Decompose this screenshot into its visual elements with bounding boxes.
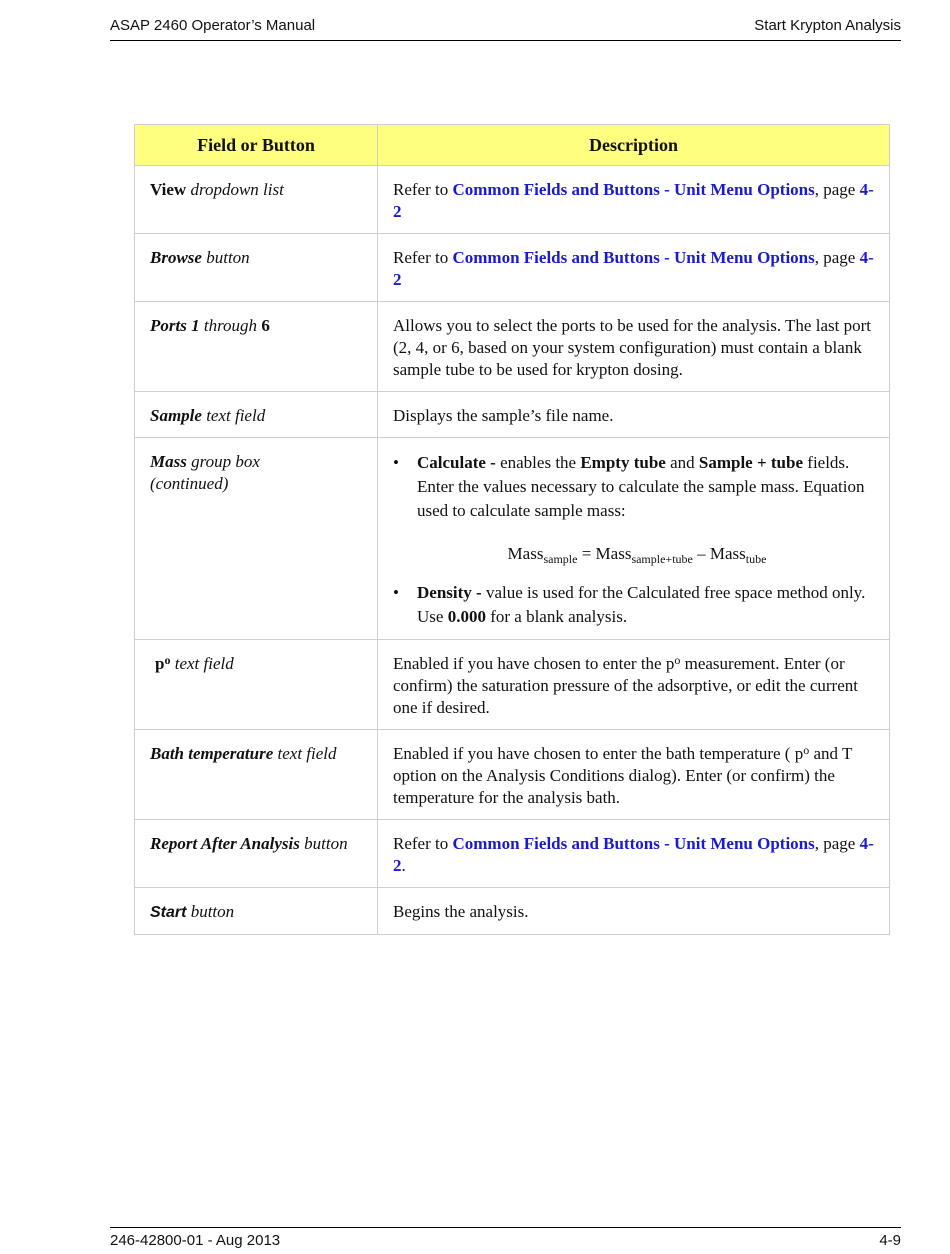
- field-type: button: [206, 248, 250, 267]
- description-cell: [378, 302, 890, 392]
- table-row: [135, 392, 890, 438]
- table-row: [135, 820, 890, 888]
- density-bullet: [393, 581, 881, 629]
- description-text: measurement. Enter (or confirm) the saturation pressure of the adsorptive, or edit the current one if desired.: [393, 654, 858, 717]
- description-text: .: [401, 856, 406, 875]
- header-manual-title: ASAP 2460 Operator’s Manual: [110, 17, 316, 34]
- description-text: Enabled if you have chosen to enter the bath temperature ( p: [393, 744, 804, 763]
- field-name: Bath temperature: [150, 744, 274, 763]
- bullet-term: Density -: [417, 583, 482, 602]
- equation-subscript: tube: [745, 552, 767, 566]
- field-name: View: [150, 180, 187, 199]
- cross-reference-link[interactable]: Common Fields and Buttons - Unit Menu Options: [452, 180, 815, 199]
- column-header-field: Field or Button: [135, 125, 378, 166]
- bullet-text: fields. Enter the values necessary to calculate the sample mass. Equation used to calculate sample mass:: [417, 453, 865, 520]
- equation-term: Mass: [507, 544, 544, 563]
- description-superscript: o: [674, 653, 681, 667]
- field-name: Mass: [150, 452, 187, 471]
- field-cell: [135, 640, 378, 730]
- field-type: text field: [174, 654, 234, 673]
- description-text: Enabled if you have chosen to enter the p: [393, 654, 675, 673]
- field-name-base: p: [155, 654, 165, 673]
- bullet-term: Calculate -: [417, 453, 496, 472]
- description-cell: [378, 438, 890, 640]
- description-text: Refer to: [393, 180, 449, 199]
- table-row: [135, 166, 890, 234]
- bullet-dot: •: [393, 453, 399, 472]
- description-text: Refer to: [393, 248, 449, 267]
- description-cell: [378, 166, 890, 234]
- bullet-term: 0.000: [447, 607, 486, 626]
- field-cell: [135, 234, 378, 302]
- equation-subscript: sample: [543, 552, 578, 566]
- table-header-row: [135, 125, 890, 166]
- field-cell: [135, 392, 378, 438]
- field-type: button: [304, 834, 348, 853]
- header-rule: [110, 40, 901, 41]
- table-row: [135, 888, 890, 935]
- bullet-text: value is used for the Calculated free space method only. Use: [417, 583, 866, 626]
- footer-rule: [110, 1227, 901, 1228]
- field-cell: [135, 888, 378, 935]
- description-cell: [378, 888, 890, 935]
- page-reference-link[interactable]: 4-2: [393, 834, 874, 875]
- header-section-title: Start Krypton Analysis: [754, 17, 901, 34]
- equation-term: – Mass: [697, 544, 746, 563]
- page-reference-link[interactable]: 4-2: [393, 180, 874, 221]
- table-row: [135, 730, 890, 820]
- footer-document-number: 246-42800-01 - Aug 2013: [110, 1232, 281, 1249]
- field-connector: through: [203, 316, 258, 335]
- description-text: Allows you to select the ports to be used for the analysis. The last port (2, 4, or 6, based on your system configuration) must contain a blank sample tube to be used for krypton dosing.: [393, 316, 871, 379]
- description-text: Displays the sample’s file name.: [393, 406, 614, 425]
- description-text: and T option on the Analysis Conditions dialog). Enter (or confirm) the temperature for the analysis bath.: [393, 744, 853, 807]
- field-name: Browse: [150, 248, 202, 267]
- field-type: group box: [191, 452, 260, 471]
- field-name: Ports 1: [150, 316, 200, 335]
- field-cell: [135, 820, 378, 888]
- description-cell: [378, 640, 890, 730]
- column-header-description: Description: [378, 125, 890, 166]
- equation-subscript: sample+tube: [631, 552, 693, 566]
- mass-equation: [393, 543, 881, 565]
- bullet-term: Sample + tube: [698, 453, 804, 472]
- bullet-term: Empty tube: [580, 453, 666, 472]
- cross-reference-link[interactable]: Common Fields and Buttons - Unit Menu Options: [452, 248, 815, 267]
- table-row: [135, 234, 890, 302]
- description-cell: [378, 392, 890, 438]
- field-name: Start: [150, 904, 187, 921]
- field-name: Sample: [150, 406, 202, 425]
- description-cell: [378, 730, 890, 820]
- cross-reference-link[interactable]: Common Fields and Buttons - Unit Menu Options: [452, 834, 815, 853]
- field-continued-note: (continued): [150, 474, 229, 493]
- description-text: , page: [814, 180, 856, 199]
- table-row: [135, 438, 890, 640]
- field-name: Report After Analysis: [150, 834, 300, 853]
- field-description-table: [134, 124, 890, 935]
- field-cell: [135, 166, 378, 234]
- description-superscript: o: [803, 743, 810, 757]
- table-row: [135, 302, 890, 392]
- field-type: dropdown list: [190, 180, 284, 199]
- calculate-bullet: [393, 451, 881, 523]
- table-row: [135, 640, 890, 730]
- bullet-text: for a blank analysis.: [490, 607, 628, 626]
- field-type: text field: [206, 406, 266, 425]
- field-cell: [135, 438, 378, 640]
- page-reference-link[interactable]: 4-2: [393, 248, 874, 289]
- field-cell: [135, 302, 378, 392]
- field-type: button: [190, 902, 235, 921]
- page-number: 4-9: [879, 1232, 901, 1249]
- bullet-text: enables the: [500, 453, 577, 472]
- description-cell: [378, 820, 890, 888]
- bullet-dot: •: [393, 583, 399, 602]
- field-name-end: 6: [261, 316, 270, 335]
- field-type: text field: [277, 744, 337, 763]
- description-text: Begins the analysis.: [393, 902, 529, 921]
- description-text: Refer to: [393, 834, 449, 853]
- field-name: [150, 654, 170, 673]
- bullet-text: and: [670, 453, 695, 472]
- description-text: , page: [814, 834, 856, 853]
- description-cell: [378, 234, 890, 302]
- field-cell: [135, 730, 378, 820]
- description-text: , page: [814, 248, 856, 267]
- field-name-superscript: o: [164, 653, 171, 667]
- equation-term: = Mass: [581, 544, 632, 563]
